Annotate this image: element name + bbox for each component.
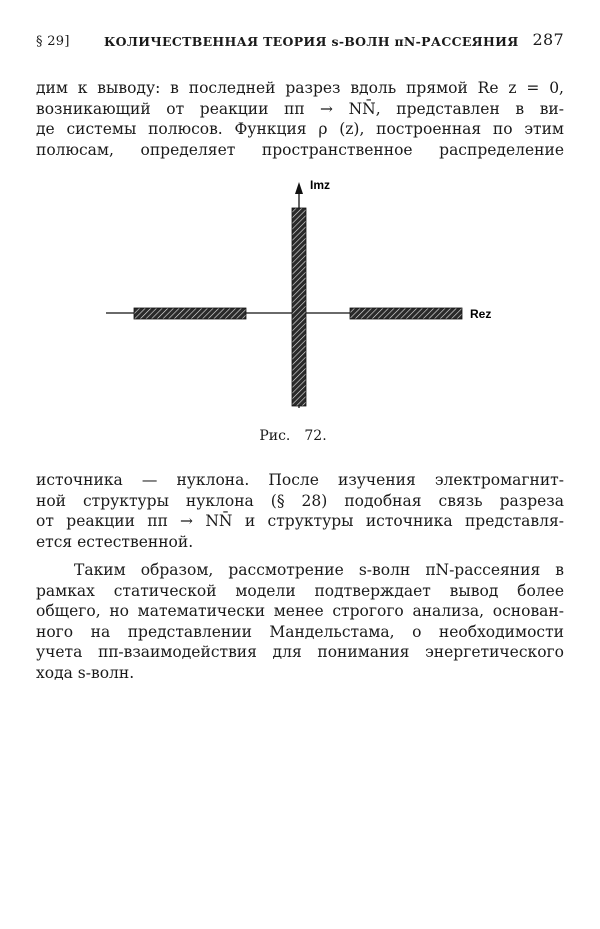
- figure-caption: [0, 428, 600, 444]
- running-head: [36, 30, 564, 54]
- text-line: рамках статической модели подтверждает вывод более: [36, 581, 564, 600]
- imag-axis-arrow: [295, 182, 303, 194]
- imag-axis-label: Imz: [310, 178, 331, 192]
- text-line: общего, но математически менее строгого анализа, основан-: [36, 602, 564, 620]
- section-reference: § 29]: [36, 34, 70, 49]
- text-line: хода s-волн.: [36, 663, 135, 682]
- text-line: ной структуры нуклона (§ 28) подобная связь разреза: [36, 491, 564, 510]
- paragraph-1: [36, 78, 564, 160]
- text-line: учета ππ-взаимодействия для понимания энергетического: [36, 643, 564, 661]
- text-line: Таким образом, рассмотрение s-волн πN-рассеяния в: [74, 561, 564, 579]
- text-line: от реакции ππ → NN̄ и структуры источника представля-: [36, 512, 564, 530]
- text-line: источника — нуклона. После изучения электромагнит-: [36, 471, 564, 489]
- figure-72-complex-plane: [100, 172, 520, 422]
- caption-prefix: Рис.: [259, 428, 291, 444]
- chapter-title: КОЛИЧЕСТВЕННАЯ ТЕОРИЯ s-ВОЛН πN-РАССЕЯНИЯ: [104, 34, 519, 49]
- caption-number: 72.: [304, 428, 327, 444]
- paragraph-3: [36, 560, 564, 683]
- paragraph-2: [36, 470, 564, 552]
- text-line: возникающий от реакции ππ → NN̄, представлен в ви-: [36, 99, 564, 118]
- text-line: де системы полюсов. Функция ρ (z), построенная по этим: [36, 120, 564, 138]
- page-number: 287: [532, 30, 564, 49]
- pole-cut: [292, 208, 306, 406]
- text-line: полюсам, определяет пространственное распределение: [36, 140, 564, 159]
- text-line: дим к выводу: в последней разрез вдоль прямой Re z = 0,: [36, 79, 564, 97]
- left-cut: [134, 308, 246, 319]
- real-axis-label: Rez: [470, 307, 492, 321]
- text-line: ется естественной.: [36, 532, 194, 551]
- text-line: ного на представлении Мандельстама, о необходимости: [36, 622, 564, 641]
- right-cut: [350, 308, 462, 319]
